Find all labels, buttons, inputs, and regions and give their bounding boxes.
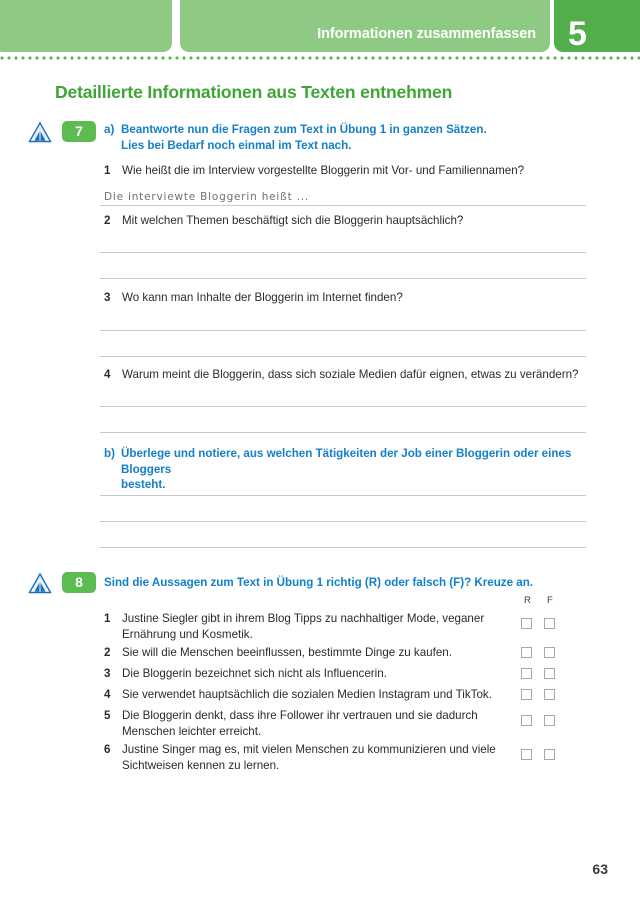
statement-line-1: Sie will die Menschen beeinflussen, bestimmte Dinge zu kaufen. xyxy=(122,646,452,659)
checkbox-falsch[interactable] xyxy=(544,668,555,679)
statement-line-2: Menschen leichter erreicht. xyxy=(122,724,262,738)
part-b-line-1: Überlege und notiere, aus welchen Tätigkeiten der Job einer Bloggerin oder eines Bloggers xyxy=(121,447,572,476)
exercise-8-instruction-text: Sind die Aussagen zum Text in Übung 1 richtig (R) oder falsch (F)? Kreuze an. xyxy=(104,576,534,589)
statement-line-2: Ernährung und Kosmetik. xyxy=(122,627,253,641)
question-row xyxy=(104,290,584,306)
checkbox-falsch[interactable] xyxy=(544,647,555,658)
statement-line-1: Die Bloggerin denkt, dass ihre Follower ihr vertrauen und sie dadurch xyxy=(122,709,478,722)
answer-line[interactable] xyxy=(100,278,586,279)
dotted-divider xyxy=(0,56,640,60)
answer-line[interactable] xyxy=(100,547,586,548)
statement-line-1: Sie verwendet hauptsächlich die sozialen Medien Instagram und TikTok. xyxy=(122,688,492,701)
part-b-line-2: besteht. xyxy=(121,478,166,491)
question-text: Warum meint die Bloggerin, dass sich soziale Medien dafür eignen, etwas zu verändern? xyxy=(122,368,579,381)
statement-number: 5 xyxy=(104,709,111,722)
question-number: 1 xyxy=(104,164,111,177)
checkbox-falsch[interactable] xyxy=(544,749,555,760)
statement-line-1: Justine Siegler gibt in ihrem Blog Tipps zu nachhaltiger Mode, veganer xyxy=(122,612,485,625)
statement-number: 3 xyxy=(104,667,111,680)
question-number: 2 xyxy=(104,214,111,227)
checkbox-richtig[interactable] xyxy=(521,749,532,760)
statement-row xyxy=(104,708,504,739)
answer-line[interactable] xyxy=(100,406,586,407)
question-row xyxy=(104,163,584,179)
exercise-number-badge: 8 xyxy=(62,572,96,593)
checkbox-falsch[interactable] xyxy=(544,618,555,629)
checkbox-falsch[interactable] xyxy=(544,689,555,700)
header-block-left xyxy=(0,0,172,52)
answer-line[interactable] xyxy=(100,495,586,496)
answer-line[interactable] xyxy=(100,521,586,522)
answer-line[interactable] xyxy=(100,432,586,433)
statement-row xyxy=(104,687,504,703)
part-b-marker: b) xyxy=(104,447,115,460)
answer-line[interactable] xyxy=(100,356,586,357)
statement-number: 2 xyxy=(104,646,111,659)
question-row xyxy=(104,367,594,383)
page-number: 63 xyxy=(592,861,608,877)
checkbox-richtig[interactable] xyxy=(521,689,532,700)
header-block-chapter-title xyxy=(180,0,550,52)
statement-number: 4 xyxy=(104,688,111,701)
checkbox-falsch[interactable] xyxy=(544,715,555,726)
chapter-title: Informationen zusammenfassen xyxy=(317,26,536,42)
statement-row xyxy=(104,611,504,642)
exercise-number-badge: 7 xyxy=(62,121,96,142)
statement-row xyxy=(104,742,504,773)
checkbox-richtig[interactable] xyxy=(521,647,532,658)
part-a-line-1: Beantworte nun die Fragen zum Text in Übung 1 in ganzen Sätzen. xyxy=(121,123,487,136)
question-number: 4 xyxy=(104,368,111,381)
question-number: 3 xyxy=(104,291,111,304)
sample-answer-text: Die interviewte Bloggerin heißt ... xyxy=(104,191,310,203)
statement-number: 6 xyxy=(104,743,111,756)
checkbox-richtig[interactable] xyxy=(521,618,532,629)
column-header-richtig: R xyxy=(524,595,531,606)
statement-number: 1 xyxy=(104,612,111,625)
question-text: Mit welchen Themen beschäftigt sich die Bloggerin hauptsächlich? xyxy=(122,214,464,227)
answer-line[interactable] xyxy=(100,205,586,206)
answer-line[interactable] xyxy=(100,252,586,253)
part-a-line-2: Lies bei Bedarf noch einmal im Text nach. xyxy=(121,138,352,152)
page-header xyxy=(0,0,640,52)
chapter-number: 5 xyxy=(568,15,587,53)
checkbox-richtig[interactable] xyxy=(521,668,532,679)
question-text: Wo kann man Inhalte der Bloggerin im Internet finden? xyxy=(122,291,403,304)
answer-line[interactable] xyxy=(100,330,586,331)
checkbox-richtig[interactable] xyxy=(521,715,532,726)
statement-line-2: Sichtweisen kennen zu lernen. xyxy=(122,758,280,772)
column-header-falsch: F xyxy=(547,595,553,606)
statement-row xyxy=(104,645,504,661)
statement-line-1: Justine Singer mag es, mit vielen Menschen zu kommunizieren und viele xyxy=(122,743,496,756)
difficulty-triangle-icon xyxy=(28,573,52,594)
exercise-8-instruction xyxy=(104,575,584,591)
part-a-marker: a) xyxy=(104,123,115,136)
question-row xyxy=(104,213,584,229)
exercise-7-part-b-instruction xyxy=(104,446,594,493)
exercise-7-part-a-instruction xyxy=(104,122,574,153)
difficulty-triangle-icon xyxy=(28,122,52,143)
statement-row xyxy=(104,666,504,682)
header-block-chapter-number xyxy=(554,0,640,52)
statement-line-1: Die Bloggerin bezeichnet sich nicht als Influencerin. xyxy=(122,667,387,680)
question-text: Wie heißt die im Interview vorgestellte Bloggerin mit Vor- und Familiennamen? xyxy=(122,164,525,177)
page-title: Detaillierte Informationen aus Texten entnehmen xyxy=(55,82,453,102)
